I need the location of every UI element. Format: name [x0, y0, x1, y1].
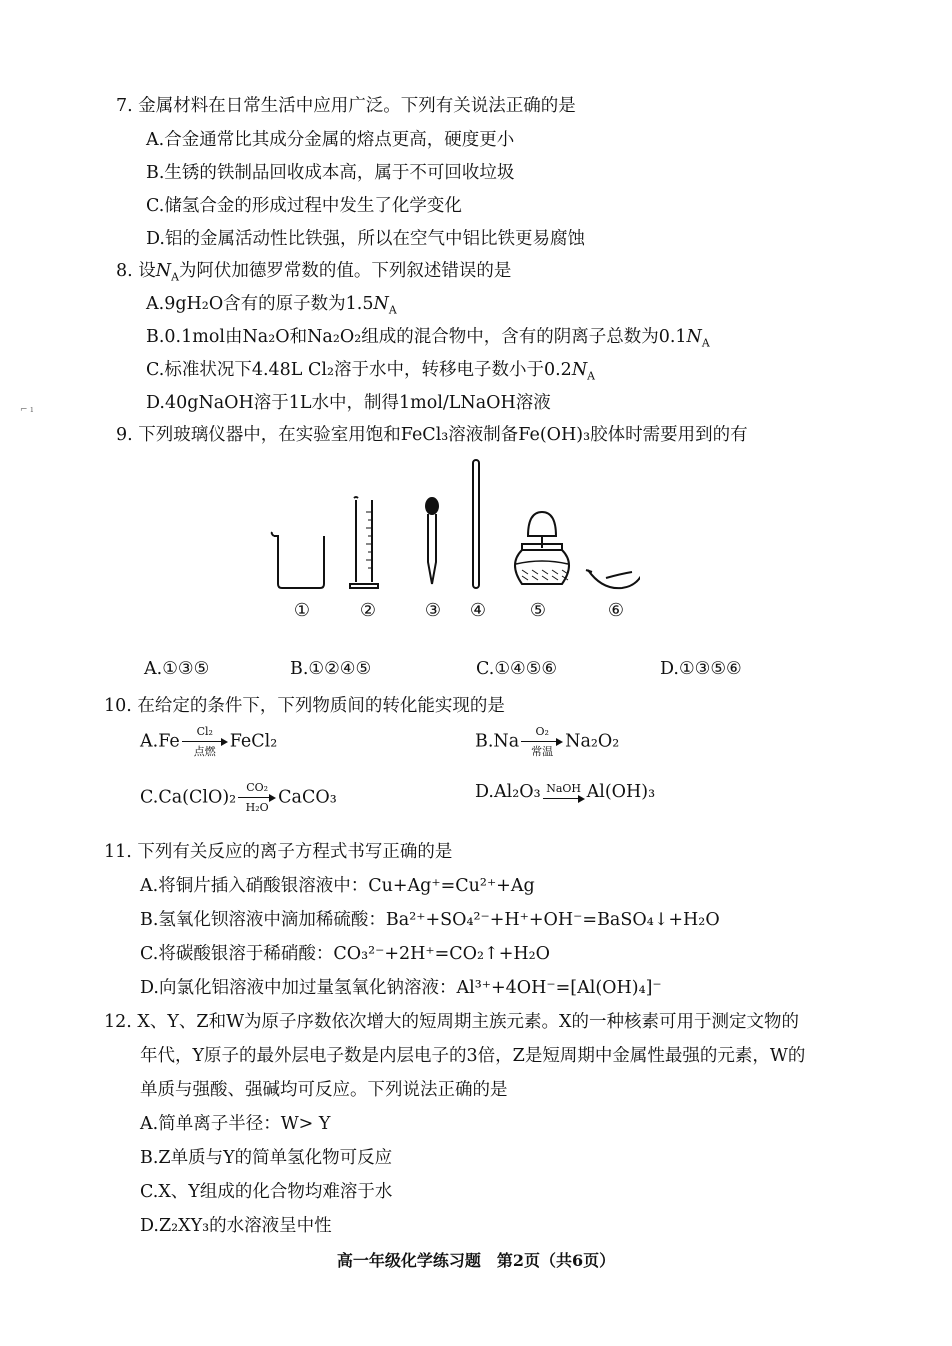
figure-label-5: ⑤: [529, 600, 547, 621]
q7-stem: 7. 金属材料在日常生活中应用广泛。下列有关说法正确的是: [116, 96, 576, 116]
q9-option-c: C.①④⑤⑥: [476, 659, 558, 679]
beaker-icon: [272, 532, 324, 588]
q10-stem: 10. 在给定的条件下，下列物质间的转化能实现的是: [104, 696, 505, 716]
q8-option-b: B.0.1mol由Na₂O和Na₂O₂组成的混合物中，含有的阴离子总数为$0.1N_A$: [146, 327, 710, 350]
q10-option-a: A.Fe Cl₂ 点燃 FeCl₂: [140, 725, 278, 758]
q10-option-d: D.Al₂O₃ NaOH Al(OH)₃: [475, 781, 656, 802]
q12-option-a: A.简单离子半径：W> Y: [140, 1114, 331, 1134]
q9-option-b: B.①②④⑤: [290, 659, 372, 679]
q9-option-d: D.①③⑤⑥: [660, 659, 742, 679]
figure-label-1: ①: [293, 600, 311, 621]
q12-option-c: C.X、Y组成的化合物均难溶于水: [140, 1182, 393, 1202]
figure-label-2: ②: [359, 600, 377, 621]
glass-rod-icon: [473, 460, 479, 588]
q11-option-b: B.氢氧化钡溶液中滴加稀硫酸：Ba²⁺+SO₄²⁻+H⁺+OH⁻=BaSO₄↓+H₂O: [140, 910, 720, 930]
q12-stem-line1: 12. X、Y、Z和W为原子序数依次增大的短周期主族元素。X的一种核素可用于测定文物的: [104, 1012, 800, 1032]
q11-option-d: D.向氯化铝溶液中加过量氢氧化钠溶液：Al³⁺+4OH⁻=[Al(OH)₄]⁻: [140, 978, 662, 998]
page-footer: 高一年级化学练习题 第2页（共6页）: [336, 1251, 616, 1270]
q7-option-a: A.合金通常比其成分金属的熔点更高，硬度更小: [146, 130, 515, 150]
q10-option-b: B.Na O₂ 常温 Na₂O₂: [475, 725, 620, 758]
glassware-figure: [260, 452, 640, 597]
alcohol-lamp-icon: [515, 512, 569, 584]
q11-option-c: C.将碳酸银溶于稀硝酸：CO₃²⁻+2H⁺=CO₂↑+H₂O: [140, 944, 550, 964]
q10-option-c: C.Ca(ClO)₂ CO₂ H₂O CaCO₃: [140, 781, 337, 814]
figure-label-4: ④: [469, 600, 487, 621]
dropper-icon: [426, 498, 438, 584]
q9-option-a: A.①③⑤: [144, 659, 210, 679]
scan-mark: ⌐ ı: [20, 405, 34, 415]
q11-stem: 11. 下列有关反应的离子方程式书写正确的是: [104, 842, 453, 862]
q8-stem: 8. 设$N_A$为阿伏加德罗常数的值。下列叙述错误的是: [116, 261, 512, 284]
q7-option-b: B.生锈的铁制品回收成本高，属于不可回收垃圾: [146, 163, 515, 183]
evaporating-dish-icon: [586, 570, 640, 588]
figure-label-6: ⑥: [607, 600, 625, 621]
graduated-cylinder-icon: [350, 497, 378, 588]
q8-option-d: D.40gNaOH溶于1L水中，制得1mol/LNaOH溶液: [146, 393, 551, 413]
q7-option-d: D.铝的金属活动性比铁强，所以在空气中铝比铁更易腐蚀: [146, 229, 585, 249]
q8-option-c: C.标准状况下4.48L Cl₂溶于水中，转移电子数小于$0.2N_A$: [146, 360, 595, 383]
q8-option-a: A.9gH₂O含有的原子数为$1.5N_A$: [146, 294, 397, 317]
q7-option-c: C.储氢合金的形成过程中发生了化学变化: [146, 196, 462, 216]
q12-stem-line2: 年代，Y原子的最外层电子数是内层电子的3倍，Z是短周期中金属性最强的元素，W的: [140, 1046, 806, 1066]
figure-label-3: ③: [424, 600, 442, 621]
q12-stem-line3: 单质与强酸、强碱均可反应。下列说法正确的是: [140, 1080, 508, 1100]
q12-option-d: D.Z₂XY₃的水溶液呈中性: [140, 1216, 332, 1236]
q11-option-a: A.将铜片插入硝酸银溶液中：Cu+Ag⁺=Cu²⁺+Ag: [140, 876, 535, 896]
q12-option-b: B.Z单质与Y的简单氢化物可反应: [140, 1148, 393, 1168]
q9-stem: 9. 下列玻璃仪器中，在实验室用饱和FeCl₃溶液制备Fe(OH)₃胶体时需要用到的有: [116, 425, 748, 445]
